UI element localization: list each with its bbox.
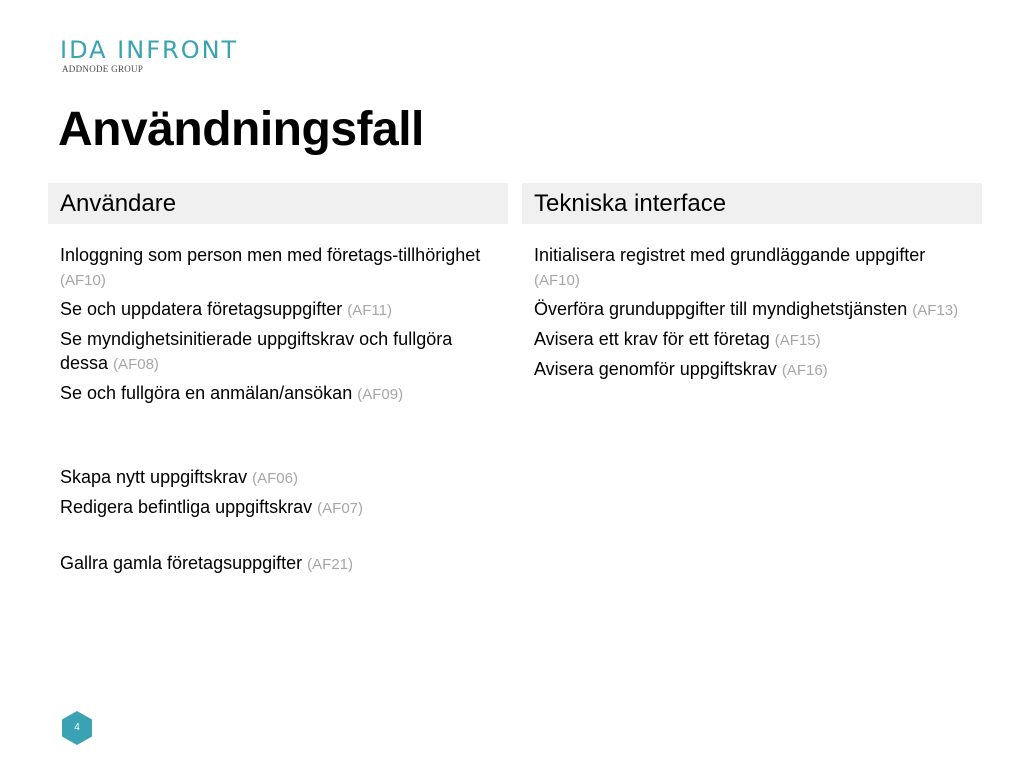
use-case-code: (AF07) <box>317 500 364 517</box>
list-item <box>534 357 974 383</box>
page-number-badge <box>59 710 95 746</box>
use-case-text: Redigera befintliga uppgiftskrav <box>60 497 313 517</box>
use-case-text: Se och fullgöra en anmälan/ansökan <box>60 383 353 403</box>
use-case-code: (AF13) <box>912 302 959 319</box>
use-case-text: Initialisera registret med grundläggande uppgifter <box>534 245 926 265</box>
use-case-code: (AF16) <box>781 362 828 379</box>
use-case-text: Avisera ett krav för ett företag <box>534 329 770 349</box>
list-item <box>60 381 500 407</box>
technical-interfaces-use-case-list <box>534 243 974 387</box>
use-case-text: Avisera genomför uppgiftskrav <box>534 359 777 379</box>
use-case-code: (AF09) <box>357 386 404 403</box>
use-case-text: Se myndighetsinitierade uppgiftskrav och fullgöra dessa <box>60 329 453 373</box>
use-case-code: (AF08) <box>113 356 159 373</box>
use-case-code: (AF21) <box>307 556 353 573</box>
slide-title: Användningsfall <box>58 103 424 156</box>
use-case-code: (AF10) <box>60 272 106 289</box>
list-item <box>60 465 500 491</box>
users-use-case-list <box>60 243 500 581</box>
list-item <box>60 327 500 377</box>
use-case-code: (AF15) <box>774 332 821 349</box>
logo-wordmark: IDA INFRONT <box>60 36 239 64</box>
use-case-text: Skapa nytt uppgiftskrav <box>60 467 248 487</box>
use-case-text: Inloggning som person men med företags-tillhörighet <box>60 245 481 265</box>
list-item <box>60 243 500 293</box>
use-case-text: Överföra grunduppgifter till myndighetstjänsten <box>534 299 908 319</box>
list-item <box>534 297 974 323</box>
use-case-code: (AF11) <box>347 302 392 319</box>
company-logo <box>60 38 238 74</box>
use-case-text: Gallra gamla företagsuppgifter <box>60 553 303 573</box>
column-header-technical-interfaces: Tekniska interface <box>522 183 982 224</box>
page-number: 4 <box>74 722 80 733</box>
logo-tagline: ADDNODE GROUP <box>62 64 144 74</box>
list-item <box>60 551 500 577</box>
list-item <box>534 327 974 353</box>
use-case-code: (AF06) <box>252 470 298 487</box>
use-case-text: Se och uppdatera företagsuppgifter <box>60 299 343 319</box>
list-item <box>534 243 974 293</box>
list-item <box>60 297 500 323</box>
use-case-code: (AF10) <box>534 272 580 289</box>
list-item <box>60 495 500 521</box>
column-header-users: Användare <box>48 183 508 224</box>
